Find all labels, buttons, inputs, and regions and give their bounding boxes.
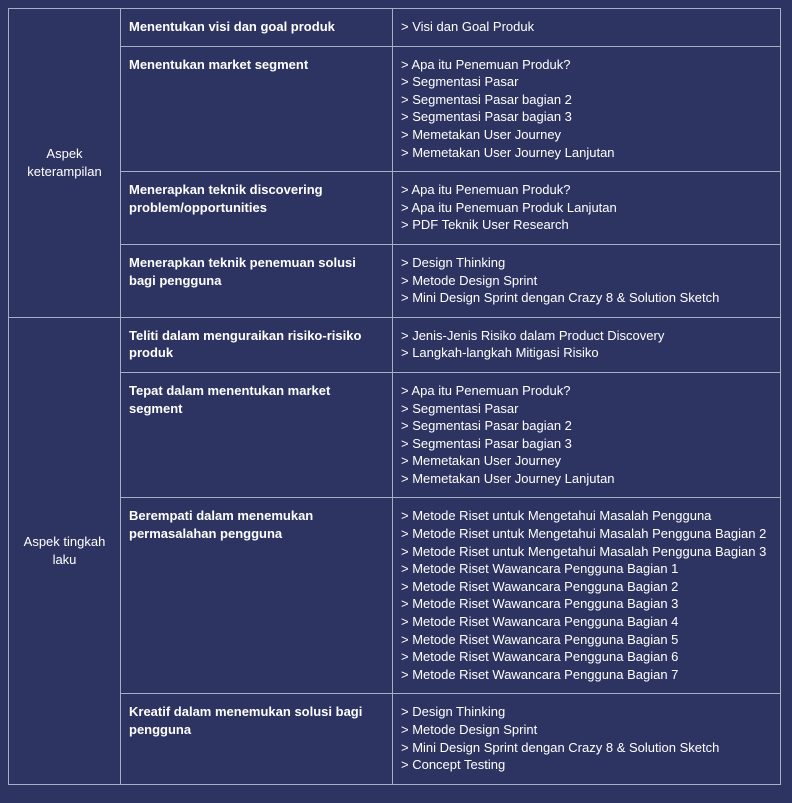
material-item: > Metode Riset untuk Mengetahui Masalah Pengguna Bagian 3 [401, 543, 767, 559]
table-row [9, 694, 781, 784]
material-item: > Design Thinking [401, 704, 506, 720]
material-item: > Memetakan User Journey [401, 126, 562, 142]
skill-cell: Menentukan visi dan goal produk [121, 9, 393, 47]
competency-table-body [9, 9, 781, 785]
material-item: > Jenis-Jenis Risiko dalam Product Discovery [401, 327, 665, 343]
materials-cell [393, 317, 781, 372]
materials-cell [393, 372, 781, 498]
materials-cell [393, 9, 781, 47]
skill-cell: Menerapkan teknik discovering problem/opportunities [121, 172, 393, 245]
material-item: > Apa itu Penemuan Produk? [401, 382, 571, 398]
material-item: > Metode Riset untuk Mengetahui Masalah Pengguna [401, 508, 712, 524]
material-item: > Memetakan User Journey Lanjutan [401, 144, 615, 160]
skill-cell: Kreatif dalam menemukan solusi bagi pengguna [121, 694, 393, 784]
table-row [9, 372, 781, 498]
material-item: > Metode Riset Wawancara Pengguna Bagian 2 [401, 578, 679, 594]
material-item: > Apa itu Penemuan Produk? [401, 56, 571, 72]
material-item: > Design Thinking [401, 254, 506, 270]
material-item: > Metode Riset Wawancara Pengguna Bagian 4 [401, 614, 679, 630]
material-item: > Concept Testing [401, 757, 506, 773]
table-row [9, 244, 781, 317]
competency-table [8, 8, 781, 785]
material-item: > Memetakan User Journey [401, 453, 562, 469]
material-item: > Metode Riset Wawancara Pengguna Bagian 1 [401, 561, 679, 577]
material-item: > Segmentasi Pasar [401, 74, 519, 90]
skill-cell: Tepat dalam menentukan market segment [121, 372, 393, 498]
materials-cell [393, 46, 781, 172]
skill-cell: Menentukan market segment [121, 46, 393, 172]
material-item: > Segmentasi Pasar bagian 2 [401, 91, 572, 107]
skill-cell: Menerapkan teknik penemuan solusi bagi pengguna [121, 244, 393, 317]
material-item: > Apa itu Penemuan Produk Lanjutan [401, 199, 617, 215]
material-item: > Segmentasi Pasar bagian 2 [401, 418, 572, 434]
material-item: > Memetakan User Journey Lanjutan [401, 470, 615, 486]
material-item: > Metode Riset Wawancara Pengguna Bagian 5 [401, 631, 679, 647]
materials-cell [393, 498, 781, 694]
materials-cell [393, 694, 781, 784]
material-item: > Metode Riset Wawancara Pengguna Bagian 6 [401, 649, 679, 665]
material-item: > Metode Design Sprint [401, 272, 538, 288]
skill-cell: Berempati dalam menemukan permasalahan pengguna [121, 498, 393, 694]
material-item: > Visi dan Goal Produk [401, 19, 535, 34]
material-item: > Metode Design Sprint [401, 722, 538, 737]
table-row [9, 498, 781, 694]
material-item: > Metode Riset Wawancara Pengguna Bagian 7 [401, 666, 679, 682]
material-item: > Langkah-langkah Mitigasi Risiko [401, 345, 599, 361]
aspect-cell: Aspek tingkah laku [9, 317, 121, 784]
material-item: > Mini Design Sprint dengan Crazy 8 & Solution Sketch [401, 739, 720, 755]
table-row [9, 172, 781, 245]
skill-cell: Teliti dalam menguraikan risiko-risiko produk [121, 317, 393, 372]
material-item: > Metode Riset untuk Mengetahui Masalah Pengguna Bagian 2 [401, 526, 767, 542]
materials-cell [393, 244, 781, 317]
material-item: > Segmentasi Pasar bagian 3 [401, 109, 572, 125]
material-item: > PDF Teknik User Research [401, 217, 569, 233]
materials-cell [393, 172, 781, 245]
aspect-cell: Aspek keterampilan [9, 9, 121, 318]
table-row [9, 317, 781, 372]
material-item: > Segmentasi Pasar [401, 400, 519, 416]
material-item: > Metode Riset Wawancara Pengguna Bagian 3 [401, 596, 679, 612]
material-item: > Mini Design Sprint dengan Crazy 8 & Solution Sketch [401, 290, 720, 306]
table-row [9, 46, 781, 172]
table-row [9, 9, 781, 47]
material-item: > Apa itu Penemuan Produk? [401, 182, 571, 198]
material-item: > Segmentasi Pasar bagian 3 [401, 435, 572, 451]
